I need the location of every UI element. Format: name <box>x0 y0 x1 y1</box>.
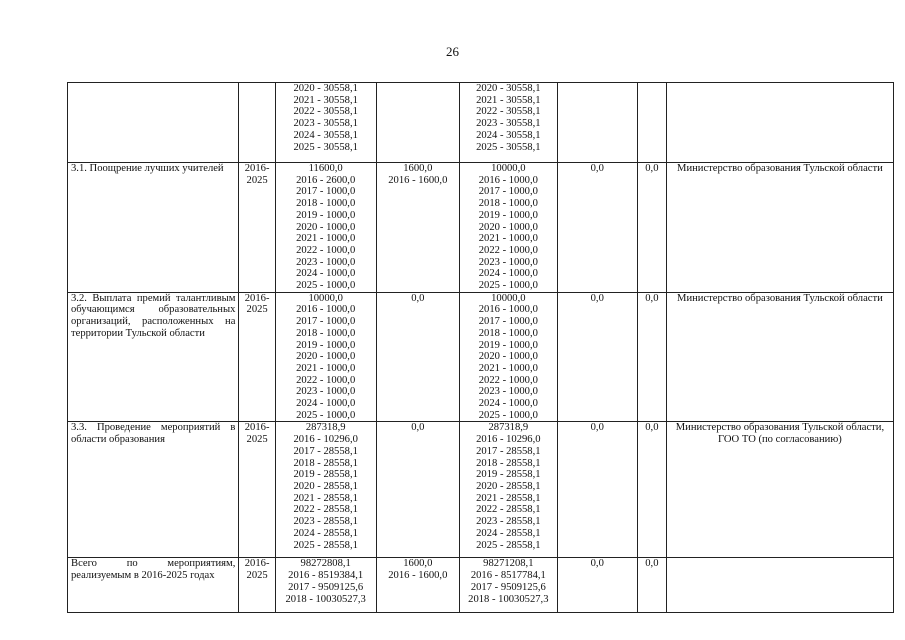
total-line: 98272808,1 <box>300 558 351 570</box>
total-line: 2023 - 1000,0 <box>296 256 356 268</box>
regional-line: 2016 - 1000,0 <box>478 174 538 186</box>
federal-line: 1600,0 <box>403 558 433 570</box>
regional-line: 2021 - 1000,0 <box>478 233 538 245</box>
total-line: 2018 - 1000,0 <box>296 198 356 210</box>
regional-line: 2017 - 28558,1 <box>476 445 541 457</box>
regional-line: 2022 - 1000,0 <box>478 244 538 256</box>
regional-line: 2025 - 1000,0 <box>478 409 538 421</box>
regional-line: 10000,0 <box>491 163 526 174</box>
total-line: 2022 - 30558,1 <box>293 106 358 118</box>
funding-table <box>67 82 894 613</box>
total-line: 2017 - 9509125,6 <box>288 581 364 593</box>
federal-line: 2016 - 1600,0 <box>388 174 448 186</box>
total-line: 2025 - 1000,0 <box>296 280 356 292</box>
event-name-cell: Всего по мероприятиям, реализуемым в 2016-2025 годах <box>68 558 239 613</box>
total-line: 2020 - 28558,1 <box>293 480 358 492</box>
local-budget-cell: 0,0 <box>557 558 637 613</box>
total-line: 2025 - 1000,0 <box>296 409 356 421</box>
regional-line: 2018 - 28558,1 <box>476 457 541 469</box>
other-sources-cell: 0,0 <box>637 163 666 293</box>
regional-line: 2022 - 28558,1 <box>476 504 541 516</box>
regional-line: 2019 - 28558,1 <box>476 469 541 481</box>
other-sources-cell: 0,0 <box>637 292 666 422</box>
total-line: 2022 - 1000,0 <box>296 244 356 256</box>
total-amount-cell <box>275 422 376 558</box>
regional-budget-cell <box>460 558 557 613</box>
regional-budget-cell <box>460 163 557 293</box>
regional-line: 2020 - 1000,0 <box>478 351 538 363</box>
total-line: 2019 - 28558,1 <box>293 469 358 481</box>
total-amount-cell <box>275 83 376 163</box>
total-line: 2019 - 1000,0 <box>296 339 356 351</box>
federal-budget-cell <box>376 422 460 558</box>
regional-line: 2021 - 30558,1 <box>476 94 541 106</box>
federal-line: 2016 - 1600,0 <box>388 570 448 582</box>
total-line: 2023 - 1000,0 <box>296 386 356 398</box>
period-cell: 2016-2025 <box>239 163 275 293</box>
regional-line: 2021 - 1000,0 <box>478 362 538 374</box>
event-name-cell: 3.1. Поощрение лучших учителей <box>68 163 239 293</box>
regional-line: 2017 - 1000,0 <box>478 186 538 198</box>
regional-line: 2023 - 1000,0 <box>478 256 538 268</box>
total-line: 2024 - 1000,0 <box>296 268 356 280</box>
total-line: 2018 - 28558,1 <box>293 457 358 469</box>
total-line: 2025 - 28558,1 <box>293 539 358 551</box>
other-sources-cell: 0,0 <box>637 558 666 613</box>
regional-line: 2020 - 30558,1 <box>476 83 541 94</box>
regional-budget-cell <box>460 83 557 163</box>
regional-line: 10000,0 <box>491 292 526 304</box>
regional-line: 2017 - 1000,0 <box>478 316 538 328</box>
event-name-cell: 3.2. Выплата премий талантливым обучающимся образовательных организаций, расположенных на территории Тульской области <box>68 292 239 422</box>
federal-budget-cell <box>376 558 460 613</box>
total-line: 2020 - 1000,0 <box>296 221 356 233</box>
regional-line: 2025 - 28558,1 <box>476 539 541 551</box>
total-line: 2021 - 1000,0 <box>296 362 356 374</box>
total-line: 2021 - 28558,1 <box>293 492 358 504</box>
regional-line: 2016 - 8517784,1 <box>470 570 546 582</box>
regional-line: 2019 - 1000,0 <box>478 209 538 221</box>
total-line: 2016 - 2600,0 <box>296 174 356 186</box>
total-amount-cell <box>275 558 376 613</box>
period-cell <box>239 83 275 163</box>
regional-line: 2024 - 1000,0 <box>478 268 538 280</box>
table-row <box>68 292 894 422</box>
total-line: 2025 - 30558,1 <box>293 141 358 153</box>
other-sources-cell: 0,0 <box>637 422 666 558</box>
total-line: 2017 - 28558,1 <box>293 445 358 457</box>
table-row <box>68 558 894 613</box>
total-line: 10000,0 <box>308 292 343 304</box>
total-line: 2023 - 30558,1 <box>293 118 358 130</box>
total-line: 2020 - 30558,1 <box>293 83 358 94</box>
regional-budget-cell <box>460 292 557 422</box>
total-amount-cell <box>275 163 376 293</box>
regional-line: 2018 - 10030527,3 <box>468 593 549 605</box>
regional-line: 2019 - 1000,0 <box>478 339 538 351</box>
total-line: 2021 - 1000,0 <box>296 233 356 245</box>
period-cell: 2016-2025 <box>239 422 275 558</box>
regional-line: 2016 - 10296,0 <box>476 434 541 446</box>
federal-budget-cell <box>376 292 460 422</box>
regional-line: 2020 - 1000,0 <box>478 221 538 233</box>
total-line: 2021 - 30558,1 <box>293 94 358 106</box>
other-sources-cell <box>637 83 666 163</box>
regional-line: 2025 - 30558,1 <box>476 141 541 153</box>
total-line: 2019 - 1000,0 <box>296 209 356 221</box>
regional-line: 2023 - 28558,1 <box>476 516 541 528</box>
total-line: 2016 - 8519384,1 <box>288 570 364 582</box>
federal-line: 1600,0 <box>403 163 433 174</box>
regional-line: 98271208,1 <box>483 558 534 570</box>
regional-line: 287318,9 <box>488 422 529 434</box>
executor-cell: Министерство образования Тульской области <box>666 163 893 293</box>
period-cell: 2016-2025 <box>239 292 275 422</box>
total-line: 2022 - 1000,0 <box>296 374 356 386</box>
local-budget-cell: 0,0 <box>557 422 637 558</box>
total-amount-cell <box>275 292 376 422</box>
federal-budget-cell <box>376 83 460 163</box>
event-name-cell <box>68 83 239 163</box>
regional-line: 2024 - 28558,1 <box>476 527 541 539</box>
executor-cell: Министерство образования Тульской области, ГОО ТО (по согласованию) <box>666 422 893 558</box>
regional-line: 2018 - 1000,0 <box>478 198 538 210</box>
federal-line: 0,0 <box>411 422 425 434</box>
regional-line: 2021 - 28558,1 <box>476 492 541 504</box>
total-line: 11600,0 <box>308 163 343 174</box>
regional-line: 2024 - 30558,1 <box>476 129 541 141</box>
page-number: 26 <box>446 44 459 59</box>
table-row <box>68 163 894 293</box>
total-line: 2017 - 1000,0 <box>296 186 356 198</box>
regional-line: 2016 - 1000,0 <box>478 304 538 316</box>
regional-line: 2022 - 30558,1 <box>476 106 541 118</box>
total-line: 2024 - 30558,1 <box>293 129 358 141</box>
total-line: 2023 - 28558,1 <box>293 516 358 528</box>
regional-line: 2018 - 1000,0 <box>478 327 538 339</box>
federal-line: 0,0 <box>411 292 425 304</box>
total-line: 2020 - 1000,0 <box>296 351 356 363</box>
table-row <box>68 422 894 558</box>
regional-line: 2020 - 28558,1 <box>476 480 541 492</box>
total-line: 287318,9 <box>305 422 346 434</box>
total-line: 2022 - 28558,1 <box>293 504 358 516</box>
total-line: 2024 - 28558,1 <box>293 527 358 539</box>
regional-line: 2025 - 1000,0 <box>478 280 538 292</box>
table-row <box>68 83 894 163</box>
total-line: 2024 - 1000,0 <box>296 398 356 410</box>
regional-line: 2023 - 30558,1 <box>476 118 541 130</box>
local-budget-cell <box>557 83 637 163</box>
total-line: 2016 - 10296,0 <box>293 434 358 446</box>
regional-line: 2022 - 1000,0 <box>478 374 538 386</box>
local-budget-cell: 0,0 <box>557 292 637 422</box>
total-line: 2017 - 1000,0 <box>296 316 356 328</box>
federal-budget-cell <box>376 163 460 293</box>
period-cell: 2016-2025 <box>239 558 275 613</box>
executor-cell <box>666 83 893 163</box>
total-line: 2018 - 1000,0 <box>296 327 356 339</box>
total-line: 2016 - 1000,0 <box>296 304 356 316</box>
executor-cell <box>666 558 893 613</box>
regional-line: 2017 - 9509125,6 <box>470 581 546 593</box>
regional-line: 2024 - 1000,0 <box>478 398 538 410</box>
event-name-cell: 3.3. Проведение мероприятий в области образования <box>68 422 239 558</box>
executor-cell: Министерство образования Тульской области <box>666 292 893 422</box>
regional-budget-cell <box>460 422 557 558</box>
total-line: 2018 - 10030527,3 <box>285 593 366 605</box>
local-budget-cell: 0,0 <box>557 163 637 293</box>
regional-line: 2023 - 1000,0 <box>478 386 538 398</box>
